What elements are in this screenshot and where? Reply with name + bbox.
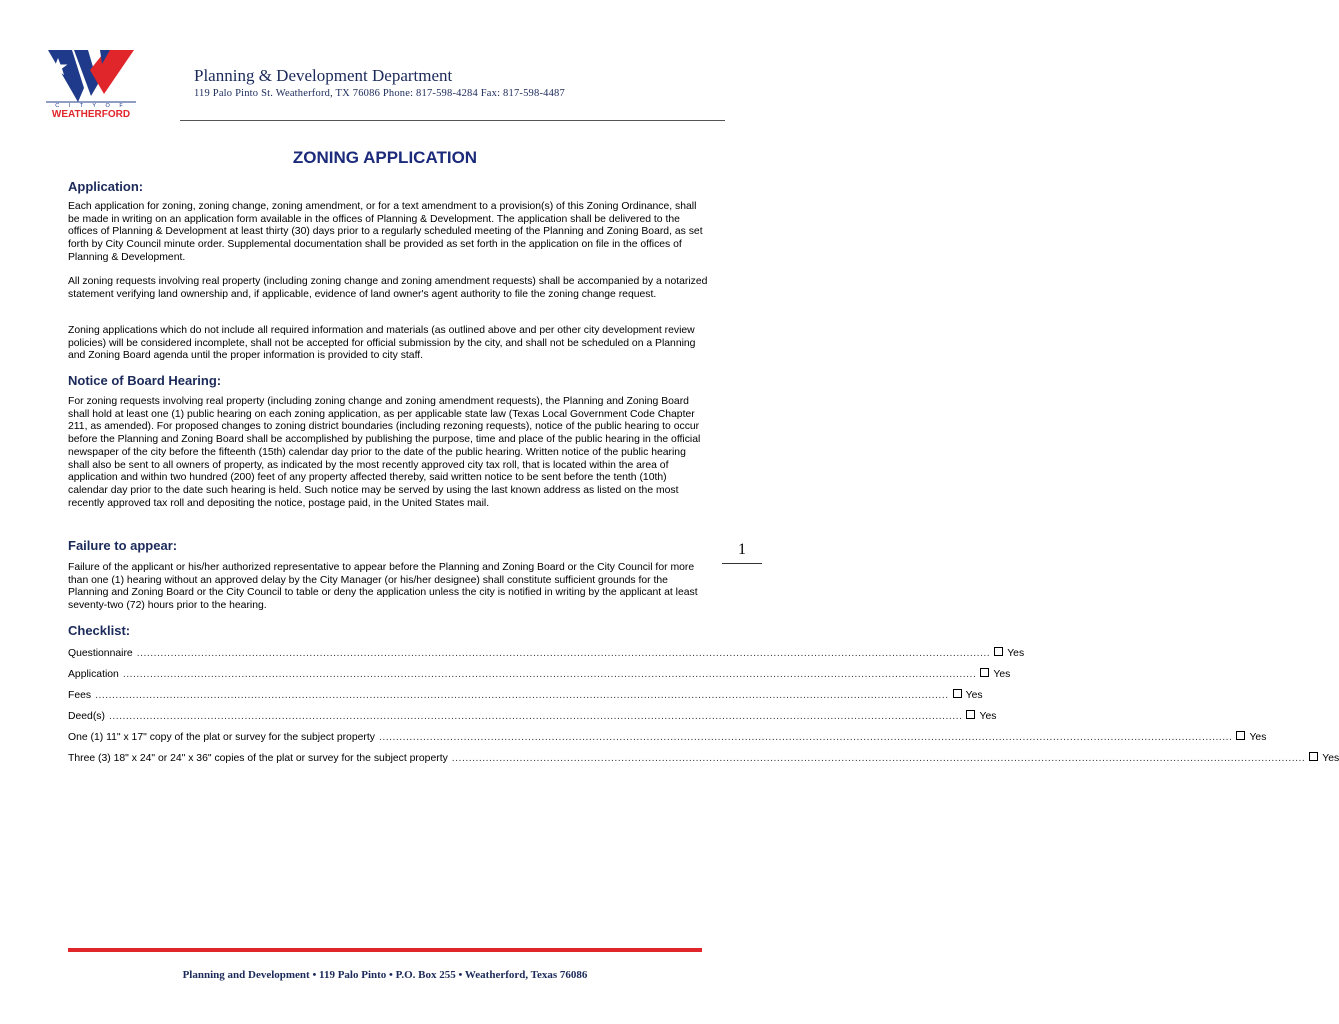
checklist-item bbox=[68, 752, 1339, 766]
yes-label: Yes bbox=[979, 711, 997, 722]
checklist-item-label: Questionnaire bbox=[68, 648, 133, 659]
header-divider bbox=[180, 120, 725, 121]
yes-checkbox[interactable] bbox=[980, 668, 989, 677]
page-title: ZONING APPLICATION bbox=[292, 148, 478, 167]
yes-checkbox[interactable] bbox=[966, 710, 975, 719]
failure-heading: Failure to appear: bbox=[68, 538, 178, 553]
application-paragraph-2: All zoning requests involving real property (including zoning change and zoning amendment requests) shall be accompanied by a notarized statement verifying land ownership and, if applicable, evidence of land owner's agent authority to file the zoning change request. bbox=[68, 276, 708, 300]
city-of-weatherford-logo bbox=[44, 44, 138, 120]
notice-heading: Notice of Board Hearing: bbox=[68, 373, 222, 388]
checklist-item bbox=[68, 731, 1267, 745]
checklist-item bbox=[68, 668, 1011, 682]
yes-label: Yes bbox=[1249, 732, 1267, 743]
logo-name: WEATHERFORD bbox=[51, 109, 131, 120]
yes-label: Yes bbox=[1007, 648, 1025, 659]
yes-checkbox[interactable] bbox=[953, 689, 962, 698]
notice-paragraph: For zoning requests involving real property (including zoning change and zoning amendment requests), the Planning and Zoning Board shall hold at least one (1) public hearing on each zoning application, as per applicable state law (Texas Local Government Code Chapter 211, as amended). For proposed changes to zoning district boundaries (including rezoning requests), notice of the public hearing to occur before the Planning and Zoning Board shall be accomplished by publishing the purpose, time and place of the public hearing in the official newspaper of the city before the fifteenth (15th) calendar day prior to the date of the public hearing. Written notice of the public hearing shall also be sent to all owners of property, as indicated by the most recently approved city tax roll, that is located within the area of application and within two hundred (200) feet of any property affected thereby, said written notice to be sent before the tenth (10th) calendar day prior to the date such hearing is held. Such notice may be served by using the last known address as listed on the most recently approved tax roll and depositing the notice, postage paid, in the United States mail. bbox=[68, 396, 701, 509]
checklist-item bbox=[68, 647, 1025, 661]
department-address: 119 Palo Pinto St. Weatherford, TX 76086 Phone: 817-598-4284 Fax: 817-598-4487 bbox=[194, 88, 565, 99]
checklist-item-label: Application bbox=[68, 669, 119, 680]
department-name: Planning & Development Department bbox=[194, 66, 453, 85]
leader-dots: ............................................................................................................................................................................................................................................................ bbox=[451, 753, 1306, 764]
logo-city-of: C I T Y O F bbox=[55, 103, 127, 109]
leader-dots: ............................................................................................................................................................................................................................................................ bbox=[122, 669, 977, 680]
leader-dots: ............................................................................................................................................................................................................................................................ bbox=[95, 690, 949, 701]
yes-label: Yes bbox=[993, 669, 1011, 680]
footer-divider bbox=[68, 948, 702, 952]
application-paragraph-1: Each application for zoning, zoning change, zoning amendment, or for a text amendment to a provision(s) of this Zoning Ordinance, shall be made in writing on an application form available in the offices of Planning & Development. The application shall be delivered to the offices of Planning & Development at least thirty (30) days prior to a regularly scheduled meeting of the Planning and Zoning Board, as set forth by City Council minute order. Supplemental documentation shall be provided as set forth in the application on file in the offices of Planning & Development. bbox=[68, 201, 703, 263]
failure-paragraph: Failure of the applicant or his/her authorized representative to appear before the Planning and Zoning Board or the City Council for more than one (1) hearing without an approved delay by the City Manager (or his/her designee) shall constitute sufficient grounds for the Planning and Zoning Board or the City Council to table or deny the application unless the city is notified in writing by the applicant at least seventy-two (72) hours prior to the hearing. bbox=[68, 562, 698, 612]
page-number-rule bbox=[722, 563, 762, 564]
checklist-item-label: One (1) 11" x 17" copy of the plat or survey for the subject property bbox=[68, 732, 375, 743]
yes-label: Yes bbox=[1322, 753, 1339, 764]
footer-text: Planning and Development • 119 Palo Pinto • P.O. Box 255 • Weatherford, Texas 76086 bbox=[182, 969, 588, 981]
yes-checkbox[interactable] bbox=[1309, 752, 1318, 761]
checklist-item-label: Fees bbox=[68, 690, 92, 701]
checklist-item bbox=[68, 710, 997, 724]
checklist-heading: Checklist: bbox=[68, 623, 131, 638]
yes-checkbox[interactable] bbox=[994, 647, 1003, 656]
yes-checkbox[interactable] bbox=[1236, 731, 1245, 740]
leader-dots: ............................................................................................................................................................................................................................................................ bbox=[108, 711, 963, 722]
application-heading: Application: bbox=[68, 179, 144, 194]
application-paragraph-3: Zoning applications which do not include all required information and materials (as outlined above and per other city development review policies) will be considered incomplete, shall not be accepted for official submission by the city, and shall not be scheduled on a Planning and Zoning Board agenda until the proper information is provided to city staff. bbox=[68, 325, 696, 362]
checklist-item-label: Three (3) 18" x 24" or 24" x 36" copies of the plat or survey for the subject property bbox=[68, 753, 448, 764]
page-number: 1 bbox=[738, 541, 746, 558]
leader-dots: ............................................................................................................................................................................................................................................................ bbox=[136, 648, 991, 659]
checklist-item-label: Deed(s) bbox=[68, 711, 105, 722]
checklist-item bbox=[68, 689, 983, 703]
leader-dots: ............................................................................................................................................................................................................................................................ bbox=[378, 732, 1233, 743]
yes-label: Yes bbox=[965, 690, 983, 701]
